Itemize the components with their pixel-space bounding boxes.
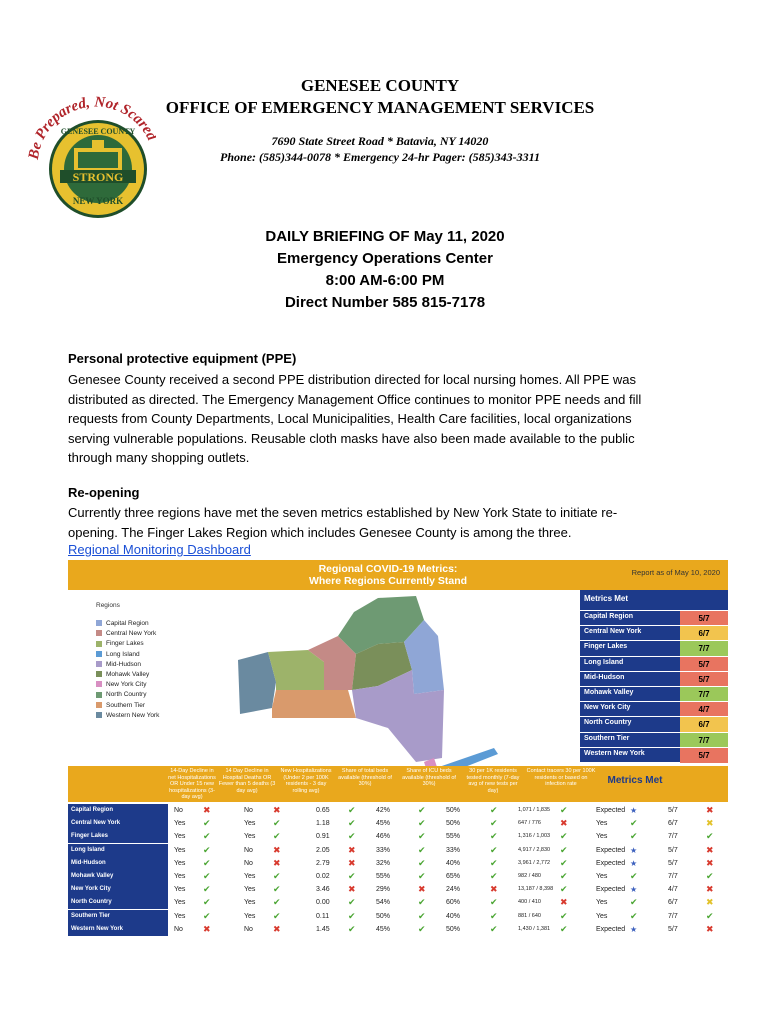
table-cell: No bbox=[244, 846, 253, 854]
table-cell: Expected bbox=[596, 807, 626, 814]
check-icon: ✔ bbox=[418, 857, 426, 868]
legend-swatch bbox=[96, 630, 102, 636]
metrics-met-value: 5/7 bbox=[680, 657, 728, 672]
check-icon: ✔ bbox=[418, 923, 426, 934]
table-cell: 46% bbox=[376, 833, 391, 841]
table-cell: Yes bbox=[174, 899, 186, 907]
table-cell: Yes bbox=[174, 912, 186, 920]
header-address: 7690 State Street Road * Batavia, NY 14020 bbox=[271, 134, 489, 148]
x-icon: ✖ bbox=[273, 805, 281, 815]
table-column-header: Contact tracers 30 per 100K residents or based on infection rate bbox=[526, 768, 596, 787]
table-cell: 45% bbox=[376, 925, 391, 933]
ppe-line: requests from County Departments, Local Municipalities, Health Care facilities, local organizations bbox=[68, 411, 632, 426]
table-cell: Expected bbox=[596, 886, 626, 894]
table-column-header: Share of ICU beds available (threshold of 30%) bbox=[402, 768, 456, 787]
row-region-name: Long Island bbox=[68, 844, 168, 857]
table-cell: Yes bbox=[244, 873, 256, 880]
x-icon: ✖ bbox=[706, 923, 714, 934]
x-icon: ✖ bbox=[203, 923, 211, 934]
legend-swatch bbox=[96, 620, 102, 626]
regional-dashboard-link[interactable]: Regional Monitoring Dashboard bbox=[68, 542, 251, 557]
table-cell: 3.46 bbox=[316, 886, 330, 894]
table-cell: 5/7 bbox=[668, 807, 678, 814]
table-cell: 4,917 / 2,830 bbox=[518, 846, 551, 853]
table-cell: Expected bbox=[596, 925, 626, 933]
table-cell: 6/7 bbox=[668, 899, 678, 907]
check-icon: ✔ bbox=[418, 844, 426, 855]
table-cell: Yes bbox=[596, 820, 608, 828]
table-cell: 5/7 bbox=[668, 925, 678, 933]
check-icon: ✔ bbox=[630, 910, 638, 921]
check-icon: ✔ bbox=[706, 871, 714, 881]
table-cell: 4/7 bbox=[668, 886, 678, 894]
legend-swatch bbox=[96, 681, 102, 687]
row-region-name: Western New York bbox=[68, 923, 168, 936]
legend-item bbox=[96, 712, 159, 719]
check-icon: ✔ bbox=[560, 884, 568, 895]
legend-label: North Country bbox=[106, 691, 147, 699]
metrics-met-row bbox=[580, 671, 728, 687]
table-cell: Yes bbox=[244, 912, 256, 920]
metrics-met-panel bbox=[580, 590, 728, 762]
legend-label: New York City bbox=[106, 681, 147, 689]
x-icon: ✖ bbox=[348, 844, 356, 855]
metrics-met-region: Western New York bbox=[584, 749, 645, 757]
x-icon: ✖ bbox=[560, 897, 568, 908]
metrics-met-region: Capital Region bbox=[584, 613, 634, 620]
x-icon: ✖ bbox=[706, 844, 714, 855]
table-cell: 881 / 640 bbox=[518, 912, 541, 919]
check-icon: ✔ bbox=[348, 871, 356, 881]
table-cell: 0.91 bbox=[316, 833, 330, 841]
check-icon: ✔ bbox=[490, 923, 498, 934]
metrics-met-value: 5/7 bbox=[680, 672, 728, 687]
metrics-met-region: Central New York bbox=[584, 628, 642, 636]
legend-label: Western New York bbox=[106, 711, 160, 719]
check-icon: ✔ bbox=[560, 805, 568, 815]
table-cell: 2.79 bbox=[316, 859, 330, 867]
legend-swatch bbox=[96, 712, 102, 718]
table-cell: 1,316 / 1,003 bbox=[518, 833, 551, 840]
table-row bbox=[68, 804, 728, 817]
table-cell: 1.18 bbox=[316, 820, 330, 828]
x-icon: ✖ bbox=[348, 884, 356, 895]
table-cell: 65% bbox=[446, 873, 461, 880]
metrics-met-row bbox=[580, 610, 728, 626]
legend-label: Finger Lakes bbox=[106, 640, 144, 648]
check-icon: ✔ bbox=[490, 910, 498, 921]
ppe-line: distributed as directed. The Emergency Management Office continues to monitor PPE needs and fill bbox=[68, 391, 642, 407]
legend-item bbox=[96, 630, 156, 637]
metrics-met-value: 5/7 bbox=[680, 611, 728, 626]
briefing-location: Emergency Operations Center bbox=[277, 250, 493, 267]
table-cell: Yes bbox=[596, 873, 608, 880]
x-icon: ✖ bbox=[706, 805, 714, 815]
ny-region-map bbox=[68, 590, 578, 790]
check-icon: ✔ bbox=[203, 818, 211, 829]
check-icon: ✔ bbox=[560, 844, 568, 855]
check-icon: ✔ bbox=[418, 910, 426, 921]
star-icon: ★ bbox=[630, 858, 638, 868]
check-icon: ✔ bbox=[273, 910, 281, 921]
x-icon: ✖ bbox=[273, 844, 281, 855]
table-cell: Expected bbox=[596, 859, 626, 867]
table-cell: 5/7 bbox=[668, 846, 678, 854]
table-cell: Yes bbox=[244, 833, 256, 841]
check-icon: ✔ bbox=[348, 923, 356, 934]
metrics-met-region: New York City bbox=[584, 704, 631, 712]
x-icon: ✖ bbox=[706, 897, 714, 908]
table-column-header: Share of total beds available (threshold of 30%) bbox=[338, 768, 392, 787]
svg-text:Be Prepared, Not Scared: Be Prepared, Not Scare bbox=[26, 94, 156, 161]
table-cell: 1.45 bbox=[316, 925, 330, 933]
table-cell: 7/7 bbox=[668, 912, 678, 920]
metrics-met-row bbox=[580, 747, 728, 763]
legend-swatch bbox=[96, 641, 102, 647]
check-icon: ✔ bbox=[273, 831, 281, 842]
ppe-line: through many shopping outlets. bbox=[68, 450, 250, 465]
metrics-met-region: Long Island bbox=[584, 658, 624, 666]
legend-item bbox=[96, 651, 140, 658]
table-cell: 50% bbox=[446, 820, 461, 828]
table-column-header: New Hospitalizations (Under 2 per 100K residents - 3 day rolling avg) bbox=[280, 768, 332, 794]
table-row bbox=[68, 896, 728, 909]
check-icon: ✔ bbox=[560, 871, 568, 881]
table-cell: 29% bbox=[376, 886, 391, 894]
x-icon: ✖ bbox=[706, 857, 714, 868]
regional-metrics-dashboard bbox=[68, 560, 728, 936]
legend-item bbox=[96, 691, 146, 698]
metrics-met-row bbox=[580, 716, 728, 732]
table-cell: 2.05 bbox=[316, 846, 330, 854]
reopening-paragraph bbox=[68, 503, 708, 542]
metrics-met-value: 7/7 bbox=[680, 641, 728, 656]
x-icon: ✖ bbox=[560, 818, 568, 829]
table-cell: Yes bbox=[174, 886, 186, 894]
table-cell: 1,071 / 1,835 bbox=[518, 807, 551, 813]
check-icon: ✔ bbox=[418, 897, 426, 908]
legend-label: Central New York bbox=[106, 630, 157, 638]
metrics-met-value: 4/7 bbox=[680, 702, 728, 717]
briefing-hours: 8:00 AM-6:00 PM bbox=[325, 272, 445, 289]
check-icon: ✔ bbox=[203, 884, 211, 895]
table-cell: No bbox=[244, 859, 253, 867]
metrics-met-value: 7/7 bbox=[680, 687, 728, 702]
check-icon: ✔ bbox=[630, 871, 638, 881]
check-icon: ✔ bbox=[706, 910, 714, 921]
check-icon: ✔ bbox=[348, 818, 356, 829]
dashboard-title-line2: Where Regions Currently Stand bbox=[308, 575, 468, 587]
table-cell: 50% bbox=[376, 912, 391, 920]
row-region-name: Mid-Hudson bbox=[68, 857, 168, 870]
legend-swatch bbox=[96, 702, 102, 708]
check-icon: ✔ bbox=[203, 897, 211, 908]
check-icon: ✔ bbox=[418, 805, 426, 815]
metrics-table-header bbox=[68, 766, 728, 802]
metrics-met-row bbox=[580, 701, 728, 717]
ny-map-graphic bbox=[228, 590, 528, 790]
reopening-heading: Re-opening bbox=[68, 485, 140, 500]
legend-title: Regions bbox=[96, 602, 120, 609]
check-icon: ✔ bbox=[273, 818, 281, 829]
legend-item bbox=[96, 671, 149, 678]
reopening-line: Currently three regions have met the seven metrics established by New York State to initiate re- bbox=[68, 505, 618, 520]
table-cell: 55% bbox=[446, 833, 461, 841]
table-row bbox=[68, 923, 728, 936]
x-icon: ✖ bbox=[706, 818, 714, 829]
check-icon: ✔ bbox=[630, 818, 638, 829]
row-region-name: North Country bbox=[68, 896, 168, 909]
metrics-met-region: Southern Tier bbox=[584, 734, 630, 742]
check-icon: ✔ bbox=[203, 871, 211, 881]
check-icon: ✔ bbox=[203, 910, 211, 921]
table-cell: 6/7 bbox=[668, 820, 678, 828]
table-cell: 50% bbox=[446, 807, 461, 814]
header-county-name: GENESEE COUNTY bbox=[300, 76, 460, 95]
legend-label: Capital Region bbox=[106, 620, 149, 627]
table-cell: 1,430 / 1,381 bbox=[518, 925, 551, 932]
x-icon: ✖ bbox=[348, 857, 356, 868]
table-column-header: 30 per 1K residents tested monthly (7-day avg of new tests per day) bbox=[466, 768, 520, 794]
star-icon: ★ bbox=[630, 924, 638, 934]
check-icon: ✔ bbox=[490, 818, 498, 829]
briefing-direct-number: Direct Number 585 815-7178 bbox=[284, 294, 486, 311]
table-cell: 400 / 410 bbox=[518, 899, 541, 906]
check-icon: ✔ bbox=[203, 831, 211, 842]
header-office-name: OFFICE OF EMERGENCY MANAGEMENT SERVICES bbox=[165, 98, 595, 117]
check-icon: ✔ bbox=[560, 831, 568, 842]
metrics-met-region: Mid-Hudson bbox=[584, 673, 625, 681]
x-icon: ✖ bbox=[706, 884, 714, 895]
table-cell: No bbox=[244, 807, 253, 814]
svg-text:STRONG: STRONG bbox=[72, 170, 124, 184]
legend-label: Southern Tier bbox=[106, 701, 146, 709]
check-icon: ✔ bbox=[273, 897, 281, 908]
metrics-met-row bbox=[580, 686, 728, 702]
x-icon: ✖ bbox=[273, 857, 281, 868]
ppe-line: serving vulnerable populations. Reusable cloth masks have also been made available to the public bbox=[68, 430, 635, 446]
table-row bbox=[68, 830, 728, 843]
metrics-met-region: North Country bbox=[584, 719, 632, 727]
table-cell: 55% bbox=[376, 873, 391, 880]
check-icon: ✔ bbox=[490, 871, 498, 881]
report-date: Report as of May 10, 2020 bbox=[631, 568, 720, 577]
table-cell: Yes bbox=[244, 820, 256, 828]
check-icon: ✔ bbox=[418, 831, 426, 842]
table-cell: 40% bbox=[446, 859, 461, 867]
x-icon: ✖ bbox=[273, 923, 281, 934]
check-icon: ✔ bbox=[560, 910, 568, 921]
dashboard-title bbox=[218, 563, 558, 587]
table-row bbox=[68, 910, 728, 923]
legend-swatch bbox=[96, 661, 102, 667]
check-icon: ✔ bbox=[418, 871, 426, 881]
check-icon: ✔ bbox=[630, 831, 638, 842]
row-region-name: Capital Region bbox=[68, 804, 168, 817]
svg-text:GENESEE COUNTY: GENESEE COUNTY bbox=[60, 127, 136, 136]
table-cell: 982 / 480 bbox=[518, 873, 541, 879]
legend-swatch bbox=[96, 651, 102, 657]
legend-label: Mid-Hudson bbox=[106, 660, 142, 668]
metrics-met-region: Finger Lakes bbox=[584, 643, 628, 651]
check-icon: ✔ bbox=[490, 897, 498, 908]
table-column-header: 14 Day Decline in Hospital Deaths OR Fewer than 5 deaths (3 day avg) bbox=[218, 768, 276, 794]
table-cell: 60% bbox=[446, 899, 461, 907]
metrics-met-row bbox=[580, 625, 728, 641]
table-cell: Yes bbox=[596, 899, 608, 907]
table-column-header: Metrics Met bbox=[607, 775, 663, 786]
row-region-name: Finger Lakes bbox=[68, 830, 168, 843]
legend-label: Mohawk Valley bbox=[106, 671, 150, 678]
metrics-met-row bbox=[580, 640, 728, 656]
header-phone: Phone: (585)344-0078 * Emergency 24-hr Pager: (585)343-3311 bbox=[220, 150, 540, 164]
metrics-met-value: 6/7 bbox=[680, 626, 728, 641]
briefing-title: DAILY BRIEFING OF May 11, 2020 bbox=[265, 228, 505, 245]
check-icon: ✔ bbox=[490, 844, 498, 855]
row-region-name: Southern Tier bbox=[68, 910, 168, 923]
row-region-name: New York City bbox=[68, 883, 168, 896]
table-cell: 33% bbox=[446, 846, 461, 854]
table-cell: 7/7 bbox=[668, 833, 678, 841]
table-cell: 32% bbox=[376, 859, 391, 867]
table-cell: No bbox=[174, 925, 183, 933]
check-icon: ✔ bbox=[348, 910, 356, 921]
metrics-met-value: 7/7 bbox=[680, 733, 728, 748]
reopening-line: opening. The Finger Lakes Region which includes Genesee County is among the three. bbox=[68, 524, 572, 540]
table-cell: 647 / 776 bbox=[518, 820, 541, 827]
legend-item bbox=[96, 640, 144, 647]
check-icon: ✔ bbox=[348, 805, 356, 815]
table-cell: 0.65 bbox=[316, 807, 330, 814]
check-icon: ✔ bbox=[490, 831, 498, 842]
x-icon: ✖ bbox=[203, 805, 211, 815]
table-cell: 0.02 bbox=[316, 873, 330, 880]
table-cell: 5/7 bbox=[668, 859, 678, 867]
table-cell: 54% bbox=[376, 899, 391, 907]
check-icon: ✔ bbox=[418, 818, 426, 829]
star-icon: ★ bbox=[630, 885, 638, 895]
row-region-name: Central New York bbox=[68, 817, 168, 830]
svg-text:NEW YORK: NEW YORK bbox=[72, 196, 124, 206]
table-row bbox=[68, 857, 728, 870]
table-cell: Yes bbox=[596, 912, 608, 920]
table-cell: 0.11 bbox=[316, 912, 330, 920]
table-cell: 7/7 bbox=[668, 873, 678, 880]
table-cell: 45% bbox=[376, 820, 391, 828]
table-cell: Yes bbox=[244, 899, 256, 907]
table-cell: 24% bbox=[446, 886, 461, 894]
table-cell: 3,961 / 2,772 bbox=[518, 859, 551, 866]
check-icon: ✔ bbox=[273, 871, 281, 881]
check-icon: ✔ bbox=[630, 897, 638, 908]
table-cell: 33% bbox=[376, 846, 391, 854]
legend-item bbox=[96, 681, 146, 688]
table-row bbox=[68, 883, 728, 896]
table-row bbox=[68, 870, 728, 883]
legend-item bbox=[96, 661, 141, 668]
check-icon: ✔ bbox=[706, 831, 714, 842]
county-seal-logo bbox=[26, 82, 156, 232]
check-icon: ✔ bbox=[490, 857, 498, 868]
ppe-heading: Personal protective equipment (PPE) bbox=[68, 351, 297, 366]
table-cell: Yes bbox=[596, 833, 608, 841]
table-cell: Yes bbox=[174, 846, 186, 854]
metrics-met-row bbox=[580, 656, 728, 672]
legend-item bbox=[96, 620, 149, 627]
check-icon: ✔ bbox=[560, 923, 568, 934]
metrics-met-heading: Metrics Met bbox=[584, 594, 629, 603]
table-cell: 0.00 bbox=[316, 899, 330, 907]
legend-item bbox=[96, 702, 145, 709]
table-cell: Yes bbox=[174, 833, 186, 841]
ppe-paragraph bbox=[68, 370, 708, 468]
check-icon: ✔ bbox=[273, 884, 281, 895]
check-icon: ✔ bbox=[203, 844, 211, 855]
table-row bbox=[68, 844, 728, 857]
check-icon: ✔ bbox=[490, 805, 498, 815]
metrics-met-region: Mohawk Valley bbox=[584, 689, 634, 696]
table-column-header: 14-Day Decline in net Hospitalizations OR Under 15 new hospitalizations (3-day avg) bbox=[168, 768, 216, 800]
check-icon: ✔ bbox=[203, 857, 211, 868]
legend-swatch bbox=[96, 671, 102, 677]
table-cell: Yes bbox=[174, 859, 186, 867]
metrics-met-row bbox=[580, 732, 728, 748]
legend-label: Long Island bbox=[106, 650, 140, 658]
metrics-met-value: 6/7 bbox=[680, 717, 728, 732]
table-cell: Expected bbox=[596, 846, 626, 854]
table-cell: Yes bbox=[174, 820, 186, 828]
ppe-line: Genesee County received a second PPE distribution directed for local nursing homes. All PPE was bbox=[68, 372, 636, 387]
check-icon: ✔ bbox=[348, 831, 356, 842]
star-icon: ★ bbox=[630, 806, 638, 815]
check-icon: ✔ bbox=[348, 897, 356, 908]
metrics-met-value: 5/7 bbox=[680, 748, 728, 763]
x-icon: ✖ bbox=[490, 884, 498, 895]
table-cell: 42% bbox=[376, 807, 391, 814]
star-icon: ★ bbox=[630, 845, 638, 855]
table-cell: Yes bbox=[244, 886, 256, 894]
legend-swatch bbox=[96, 692, 102, 698]
table-row bbox=[68, 817, 728, 830]
x-icon: ✖ bbox=[418, 884, 426, 895]
table-cell: 40% bbox=[446, 912, 461, 920]
check-icon: ✔ bbox=[560, 857, 568, 868]
row-region-name: Mohawk Valley bbox=[68, 870, 168, 883]
table-cell: No bbox=[244, 925, 253, 933]
table-cell: Yes bbox=[174, 873, 186, 880]
dashboard-title-line1: Regional COVID-19 Metrics: bbox=[318, 563, 458, 575]
table-cell: 13,187 / 8,398 bbox=[518, 886, 554, 893]
table-cell: 50% bbox=[446, 925, 461, 933]
table-cell: No bbox=[174, 807, 183, 814]
